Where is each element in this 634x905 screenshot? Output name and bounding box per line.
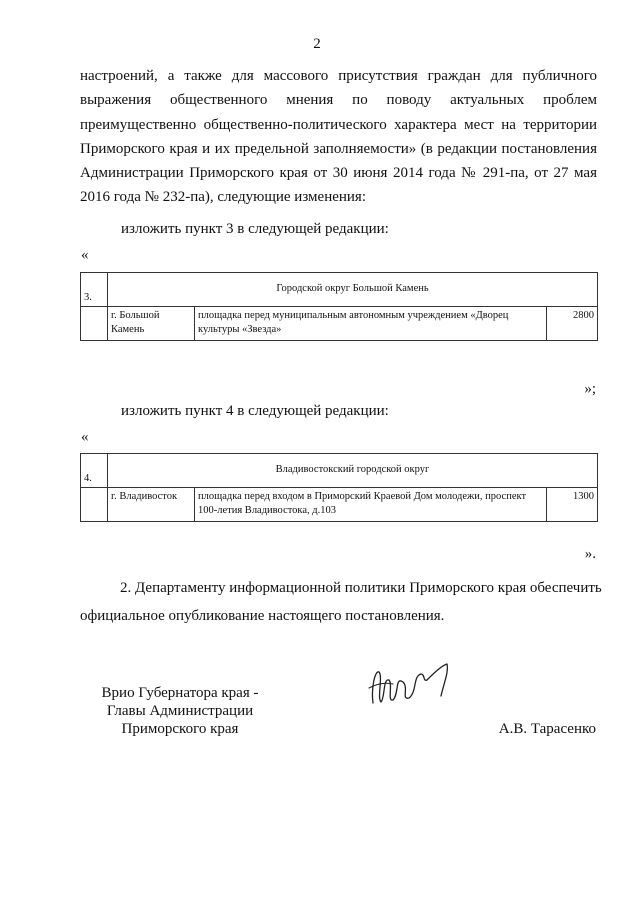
handwritten-signature	[363, 658, 458, 718]
text-line: выражения общественного мнения по поводу актуальных проблем	[80, 92, 597, 109]
city-cell: г. Владивосток	[108, 488, 195, 522]
paragraph-2	[80, 574, 602, 630]
text-line: Администрации Приморского края от 30 июня 2014 года № 291-па, от 27 мая	[80, 165, 597, 182]
text-line: 2. Департаменту информационной политики Приморского края обеспечить	[120, 580, 602, 596]
city-cell: г. Большой Камень	[108, 307, 195, 341]
table-row	[81, 307, 598, 341]
place-cell: площадка перед муниципальным автономным учреждением «Дворец культуры «Звезда»	[195, 307, 547, 341]
item4-instruction: изложить пункт 4 в следующей редакции:	[121, 403, 389, 419]
table-region-row	[81, 454, 598, 488]
item3-instruction: изложить пункт 3 в следующей редакции:	[121, 221, 389, 237]
intro-paragraph	[80, 64, 597, 210]
signatory-title-line: Врио Губернатора края -	[101, 685, 259, 701]
text-line: настроений, а также для массового присутствия граждан для публичного	[80, 68, 597, 84]
open-quote: «	[81, 247, 89, 263]
region-name: Городской округ Большой Камень	[108, 273, 598, 307]
signatory-name: А.В. Тарасенко	[498, 721, 596, 737]
text-line: Приморского края и их предельной заполняемости» (в редакции постановления	[80, 140, 597, 157]
close-quote: »;	[584, 381, 596, 397]
item4-table	[80, 453, 598, 522]
capacity-cell: 1300	[547, 488, 598, 522]
signatory-title-line: Приморского края	[121, 721, 239, 737]
text-line: преимущественно общественно-политического характера мест на территории	[80, 116, 597, 133]
item3-table	[80, 272, 598, 341]
page-number: 2	[313, 36, 321, 52]
close-quote: ».	[584, 546, 596, 562]
signatory-title-line: Главы Администрации	[106, 703, 254, 719]
capacity-cell: 2800	[547, 307, 598, 341]
row-number: 4.	[81, 454, 108, 488]
text-line: 2016 года № 232-па), следующие изменения:	[80, 189, 366, 206]
row-number: 3.	[81, 273, 108, 307]
region-name: Владивостокский городской округ	[108, 454, 598, 488]
text-line: официальное опубликование настоящего постановления.	[80, 608, 445, 624]
signatory-title	[84, 684, 276, 738]
place-cell: площадка перед входом в Приморский Краевой Дом молодежи, проспект 100-летия Владивостока, д.103	[195, 488, 547, 522]
table-row	[81, 488, 598, 522]
open-quote: «	[81, 429, 89, 445]
table-region-row	[81, 273, 598, 307]
